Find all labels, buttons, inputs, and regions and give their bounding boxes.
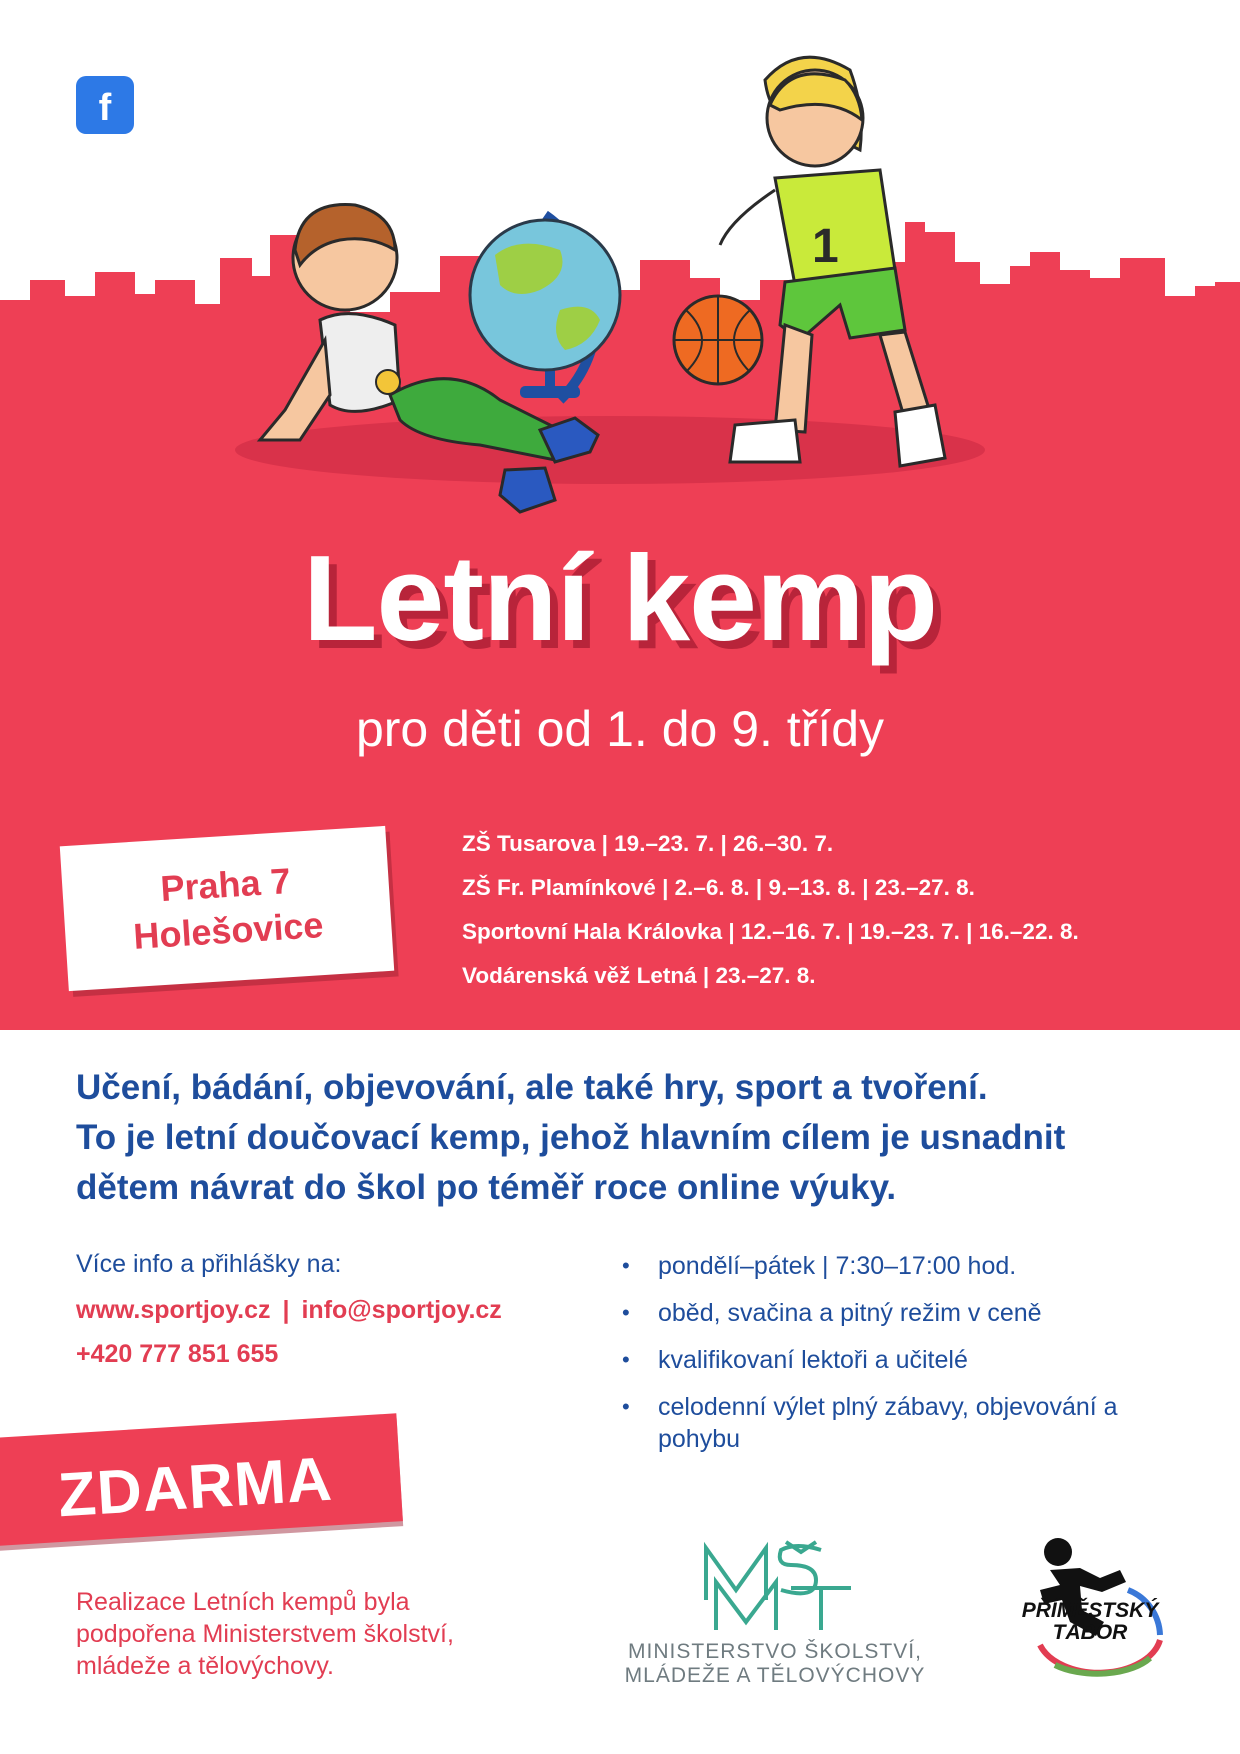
location-district: Holešovice (132, 904, 325, 957)
ground-shadow (235, 416, 985, 484)
feature-item: • kvalifikovaní lektoři a učitelé (618, 1344, 1178, 1376)
intro-line: dětem návrat do škol po téměř roce online výuky. (76, 1168, 897, 1207)
page-subtitle: pro děti od 1. do 9. třídy (355, 701, 885, 757)
venue-list (462, 822, 1222, 998)
funding-line: mládeže a tělovýchovy. (76, 1652, 334, 1680)
email-link[interactable]: info@sportjoy.cz (301, 1296, 502, 1324)
feature-item: • celodenní výlet plný zábavy, objevování a pohybu (618, 1391, 1178, 1455)
msmt-line: MINISTERSTVO ŠKOLSTVÍ, (628, 1640, 922, 1663)
venue-item: Sportovní Hala Královka | 12.–16. 7. | 19.–23. 7. | 16.–22. 8. (462, 919, 1079, 944)
svg-text:1: 1 (812, 220, 839, 273)
contact-separator: | (282, 1296, 290, 1324)
venue-item: Vodárenská věž Letná | 23.–27. 8. (462, 963, 816, 988)
page-title: Letní kemp (302, 530, 937, 666)
intro-line: To je letní doučovací kemp, jehož hlavním cílem je usnadnit (76, 1118, 1066, 1157)
tabor-logo-text (1000, 1600, 1180, 1644)
venue-item: ZŠ Tusarova | 19.–23. 7. | 26.–30. 7. (462, 831, 834, 856)
funding-note (76, 1586, 536, 1682)
tabor-line: PŘÍMĚSTSKÝ (1021, 1599, 1159, 1622)
location-city: Praha 7 (159, 860, 292, 910)
contact-label: Více info a přihlášky na: (76, 1250, 342, 1278)
feature-list (618, 1250, 1178, 1470)
contact-links (76, 1296, 502, 1325)
basketball-illustration (674, 296, 762, 384)
intro-text (76, 1063, 1196, 1213)
msmt-logo-text (600, 1640, 950, 1688)
website-link[interactable]: www.sportjoy.cz (76, 1296, 271, 1324)
tabor-line: TÁBOR (1052, 1621, 1128, 1644)
funding-line: Realizace Letních kempů byla (76, 1588, 410, 1616)
funding-line: podpořena Ministerstvem školství, (76, 1620, 454, 1648)
facebook-icon[interactable]: f (76, 76, 134, 134)
intro-line: Učení, bádání, objevování, ale také hry, sport a tvoření. (76, 1068, 988, 1107)
phone-link[interactable]: +420 777 851 655 (76, 1340, 279, 1368)
msmt-logo-icon (696, 1530, 856, 1635)
location-card (60, 826, 394, 991)
venue-item: ZŠ Fr. Plamínkové | 2.–6. 8. | 9.–13. 8. | 23.–27. 8. (462, 875, 975, 900)
price-badge-label: ZDARMA (56, 1444, 335, 1531)
msmt-line: MLÁDEŽE A TĚLOVÝCHOVY (624, 1664, 926, 1687)
feature-item: • oběd, svačina a pitný režim v ceně (618, 1297, 1178, 1329)
feature-item: • pondělí–pátek | 7:30–17:00 hod. (618, 1250, 1178, 1282)
